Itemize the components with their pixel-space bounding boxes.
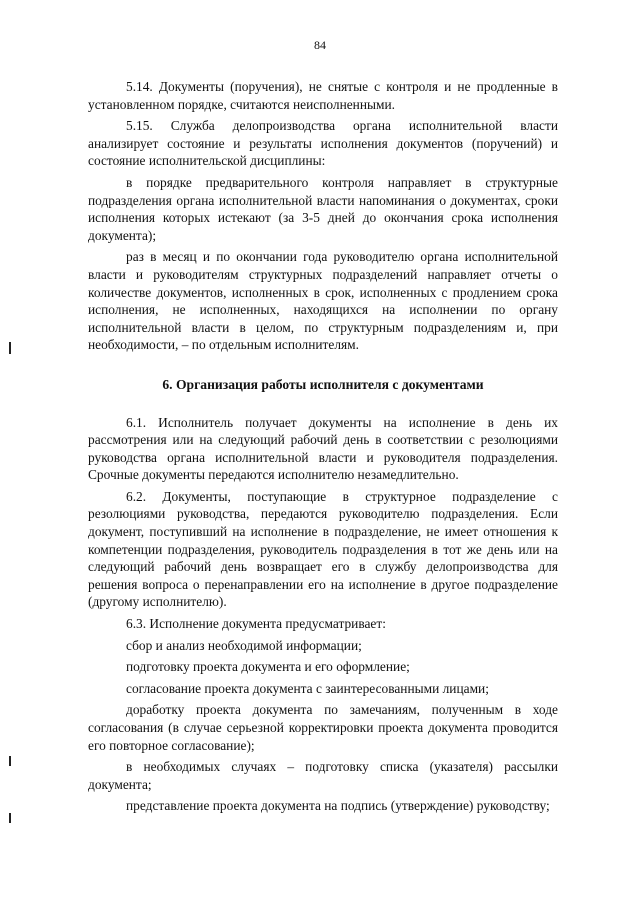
- margin-mark: [9, 813, 11, 823]
- list-item-mailing-list: в необходимых случаях – подготовку списка (указателя) рассылки документа;: [88, 759, 558, 792]
- page-number: 84: [314, 38, 326, 52]
- margin-mark: [9, 342, 11, 354]
- paragraph-control-reminders: в порядке предварительного контроля направляет в структурные подразделения органа исполнительной власти напоминания о документах, сроки исполнения которых истекают (за 3-5 дней до окончания срока исполнения документа);: [88, 174, 558, 243]
- list-item-approval: согласование проекта документа с заинтересованными лицами;: [126, 680, 489, 696]
- list-item-collect-info: сбор и анализ необходимой информации;: [126, 637, 362, 653]
- paragraph-monthly-reports: раз в месяц и по окончании года руководителю органа исполнительной власти и руководителям структурных подразделений направляет отчеты о количестве документов, исполненных в срок, исполненных с продлением срока исполнения, не исполненных, находящихся на исполнении по органу исполнительной власти в целом, по структурным подразделениям и, при необходимости, – по отдельным исполнителям.: [88, 249, 558, 353]
- paragraph-5-15: 5.15. Служба делопроизводства органа исполнительной власти анализирует состояние и результаты исполнения документов (поручений) и состояние исполнительской дисциплины:: [88, 118, 558, 169]
- paragraph-6-1: 6.1. Исполнитель получает документы на исполнение в день их рассмотрения или на следующий рабочий день в соответствии с резолюциями руководства органа исполнительной власти и руководителя подразделения. Срочные документы передаются исполнителю незамедлительно.: [88, 414, 558, 483]
- list-item-revision: доработку проекта документа по замечаниям, полученным в ходе согласования (в случае серьезной корректировки проекта документа проводится его повторное согласование);: [88, 702, 558, 753]
- paragraph-5-14: 5.14. Документы (поручения), не снятые с контроля и не продленные в установленном порядке, считаются неисполненными.: [88, 79, 558, 112]
- section-heading: 6. Организация работы исполнителя с документами: [162, 376, 484, 392]
- paragraph-6-2: 6.2. Документы, поступающие в структурное подразделение с резолюциями руководства, передаются руководителю подразделения. Если документ, поступивший на исполнение в подразделение, не имеет отношения к компетенции подразделения, руководитель подразделения в тот же день или на следующий рабочий день возвращает его в службу делопроизводства для решения вопроса о перенаправлении его на исполнение в другое подразделение (другому исполнителю).: [88, 488, 558, 610]
- margin-mark: [9, 756, 11, 766]
- paragraph-6-3: 6.3. Исполнение документа предусматривает:: [126, 616, 386, 632]
- list-item-prepare-draft: подготовку проекта документа и его оформление;: [126, 659, 410, 675]
- document-body: [88, 78, 558, 815]
- list-item-submit-signature: представление проекта документа на подпись (утверждение) руководству;: [126, 798, 550, 814]
